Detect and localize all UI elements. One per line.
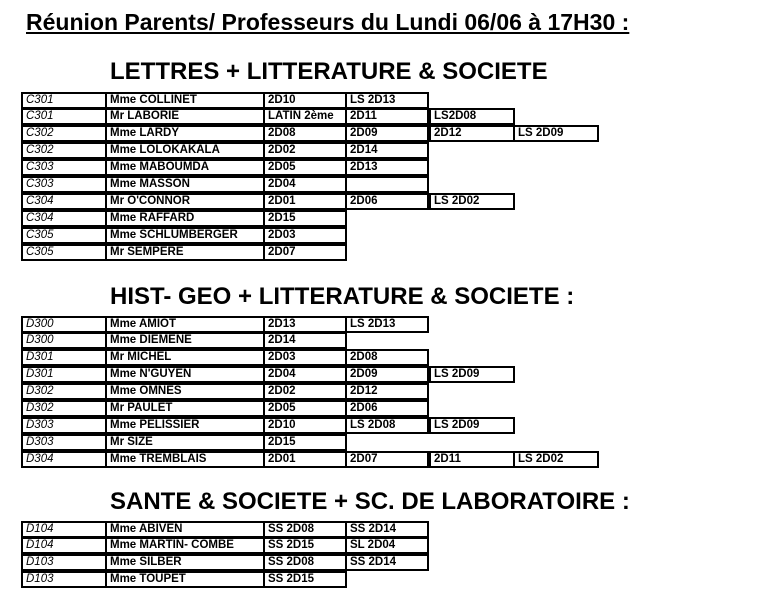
class-cell: SS 2D08 [263, 554, 347, 571]
class-cell: SL 2D04 [345, 537, 429, 554]
class-cell: 2D03 [263, 349, 347, 366]
room-cell: D300 [21, 332, 107, 349]
class-cell: 2D01 [263, 451, 347, 468]
room-cell: D301 [21, 349, 107, 366]
section-heading-lettres: LETTRES + LITTERATURE & SOCIETE [110, 58, 548, 85]
teacher-cell: Mme LARDY [105, 125, 265, 142]
teacher-cell: Mme SILBER [105, 554, 265, 571]
room-cell: C301 [21, 108, 107, 125]
class-cell: 2D08 [345, 349, 429, 366]
class-cell: 2D07 [345, 451, 429, 468]
teacher-cell: Mme RAFFARD [105, 210, 265, 227]
room-cell: D303 [21, 434, 107, 451]
class-cell: 2D11 [429, 451, 515, 468]
room-cell: C303 [21, 159, 107, 176]
teacher-cell: Mme TOUPET [105, 571, 265, 588]
teacher-cell: Mr LABORIE [105, 108, 265, 125]
class-cell: 2D15 [263, 434, 347, 451]
class-cell: 2D09 [345, 366, 429, 383]
class-cell: 2D05 [263, 400, 347, 417]
room-cell: D104 [21, 521, 107, 538]
section-heading-hist-geo: HIST- GEO + LITTERATURE & SOCIETE : [110, 283, 575, 310]
class-cell: 2D06 [345, 400, 429, 417]
room-cell: C302 [21, 125, 107, 142]
class-cell: 2D08 [263, 125, 347, 142]
room-cell: C301 [21, 92, 107, 109]
section-heading-sante: SANTE & SOCIETE + SC. DE LABORATOIRE : [110, 488, 630, 515]
class-cell: 2D07 [263, 244, 347, 261]
class-cell: 2D02 [263, 383, 347, 400]
class-cell: 2D06 [345, 193, 429, 210]
class-cell: SS 2D08 [263, 521, 347, 538]
room-cell: D304 [21, 451, 107, 468]
class-cell: LS 2D08 [345, 417, 429, 434]
teacher-cell: Mme ABIVEN [105, 521, 265, 538]
class-cell: 2D09 [345, 125, 429, 142]
room-cell: C303 [21, 176, 107, 193]
teacher-cell: Mr MICHEL [105, 349, 265, 366]
room-cell: D104 [21, 537, 107, 554]
class-cell: SS 2D15 [263, 537, 347, 554]
class-cell: 2D12 [429, 125, 515, 142]
teacher-cell: Mme TREMBLAIS [105, 451, 265, 468]
teacher-cell: Mme AMIOT [105, 316, 265, 333]
class-cell [345, 176, 429, 193]
class-cell: SS 2D14 [345, 521, 429, 538]
teacher-cell: Mr SEMPERE [105, 244, 265, 261]
class-cell: LS 2D02 [513, 451, 599, 468]
room-cell: D103 [21, 571, 107, 588]
class-cell: LS 2D09 [513, 125, 599, 142]
class-cell: 2D03 [263, 227, 347, 244]
teacher-cell: Mr O'CONNOR [105, 193, 265, 210]
class-cell: 2D12 [345, 383, 429, 400]
teacher-cell: Mme OMNES [105, 383, 265, 400]
class-cell: SS 2D15 [263, 571, 347, 588]
room-cell: D103 [21, 554, 107, 571]
class-cell: LS2D08 [429, 108, 515, 125]
room-cell: D300 [21, 316, 107, 333]
room-cell: D303 [21, 417, 107, 434]
class-cell: 2D01 [263, 193, 347, 210]
teacher-cell: Mr PAULET [105, 400, 265, 417]
class-cell: LS 2D13 [345, 316, 429, 333]
room-cell: C302 [21, 142, 107, 159]
class-cell: 2D04 [263, 176, 347, 193]
teacher-cell: Mme MARTIN- COMBE [105, 537, 265, 554]
room-cell: C305 [21, 227, 107, 244]
room-cell: D302 [21, 383, 107, 400]
class-cell: 2D14 [263, 332, 347, 349]
class-cell: 2D14 [345, 142, 429, 159]
class-cell: 2D04 [263, 366, 347, 383]
teacher-cell: Mme MASSON [105, 176, 265, 193]
class-cell: 2D13 [345, 159, 429, 176]
class-cell: LS 2D09 [429, 417, 515, 434]
class-cell: 2D10 [263, 417, 347, 434]
room-cell: C305 [21, 244, 107, 261]
room-cell: C304 [21, 210, 107, 227]
class-cell: 2D13 [263, 316, 347, 333]
class-cell: 2D05 [263, 159, 347, 176]
teacher-cell: Mme SCHLUMBERGER [105, 227, 265, 244]
class-cell: 2D10 [263, 92, 347, 109]
class-cell: LS 2D09 [429, 366, 515, 383]
class-cell: LS 2D02 [429, 193, 515, 210]
teacher-cell: Mme COLLINET [105, 92, 265, 109]
teacher-cell: Mme LOLOKAKALA [105, 142, 265, 159]
page-title: Réunion Parents/ Professeurs du Lundi 06/06 à 17H30 : [26, 9, 630, 35]
class-cell: LATIN 2ème [263, 108, 347, 125]
teacher-cell: Mme DIEMENE [105, 332, 265, 349]
teacher-cell: Mme N'GUYEN [105, 366, 265, 383]
class-cell: 2D11 [345, 108, 429, 125]
room-cell: C304 [21, 193, 107, 210]
class-cell: 2D02 [263, 142, 347, 159]
room-cell: D301 [21, 366, 107, 383]
class-cell: 2D15 [263, 210, 347, 227]
teacher-cell: Mr SIZE [105, 434, 265, 451]
class-cell: SS 2D14 [345, 554, 429, 571]
teacher-cell: Mme MABOUMDA [105, 159, 265, 176]
room-cell: D302 [21, 400, 107, 417]
teacher-cell: Mme PELISSIER [105, 417, 265, 434]
class-cell: LS 2D13 [345, 92, 429, 109]
